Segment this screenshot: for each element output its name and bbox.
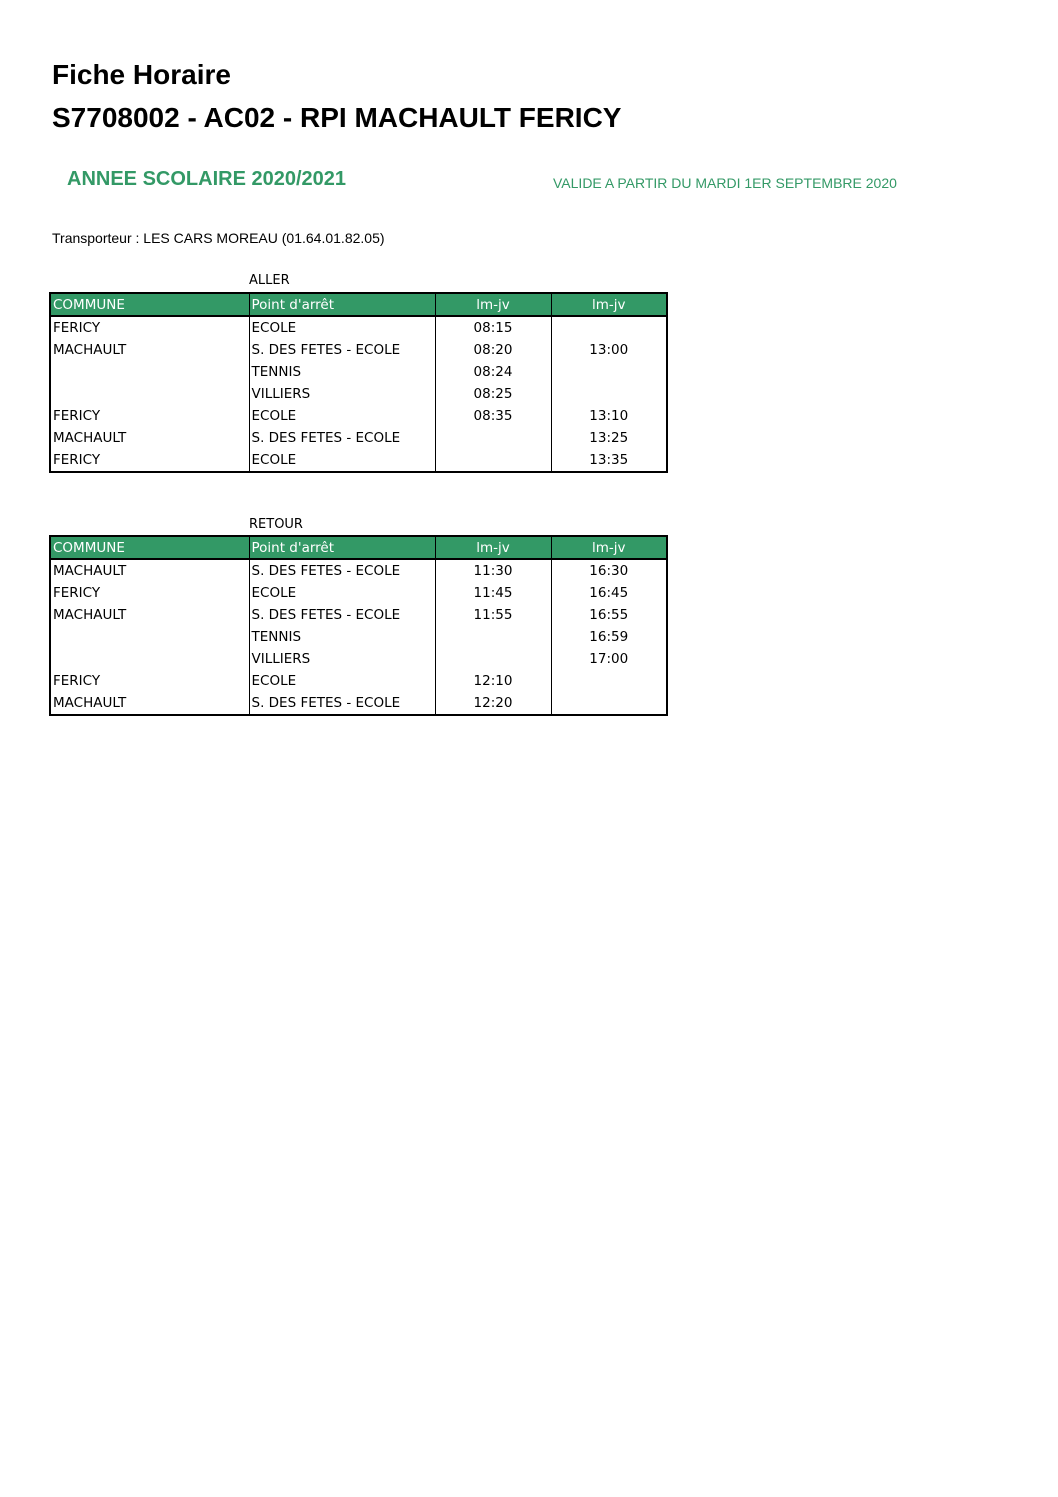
stop-cell: S. DES FETES - ECOLE bbox=[249, 339, 435, 361]
time-cell-1 bbox=[435, 648, 551, 670]
retour-label: RETOUR bbox=[249, 517, 303, 532]
time-cell-2: 13:35 bbox=[551, 449, 667, 472]
aller-table bbox=[49, 292, 668, 473]
time-cell-1: 12:20 bbox=[435, 692, 551, 715]
time-cell-2 bbox=[551, 383, 667, 405]
time-cell-1: 08:25 bbox=[435, 383, 551, 405]
commune-cell bbox=[50, 361, 249, 383]
commune-cell: FERICY bbox=[50, 582, 249, 604]
table-row bbox=[50, 361, 667, 383]
time-cell-1: 08:24 bbox=[435, 361, 551, 383]
table-row bbox=[50, 339, 667, 361]
commune-cell bbox=[50, 383, 249, 405]
time-cell-1: 08:15 bbox=[435, 316, 551, 339]
time-cell-1: 11:30 bbox=[435, 559, 551, 582]
table-row bbox=[50, 559, 667, 582]
time-cell-1: 08:20 bbox=[435, 339, 551, 361]
commune-cell: MACHAULT bbox=[50, 692, 249, 715]
time-cell-2: 16:30 bbox=[551, 559, 667, 582]
time-cell-1 bbox=[435, 626, 551, 648]
stop-cell: S. DES FETES - ECOLE bbox=[249, 559, 435, 582]
column-header-time-1: lm-jv bbox=[435, 293, 551, 316]
stop-cell: ECOLE bbox=[249, 405, 435, 427]
table-row bbox=[50, 648, 667, 670]
stop-cell: ECOLE bbox=[249, 670, 435, 692]
stop-cell: ECOLE bbox=[249, 582, 435, 604]
commune-cell: MACHAULT bbox=[50, 604, 249, 626]
time-cell-1 bbox=[435, 449, 551, 472]
carrier-info: Transporteur : LES CARS MOREAU (01.64.01.82.05) bbox=[52, 230, 385, 246]
commune-cell: FERICY bbox=[50, 670, 249, 692]
aller-rows bbox=[50, 316, 667, 472]
stop-cell: TENNIS bbox=[249, 361, 435, 383]
stop-cell: S. DES FETES - ECOLE bbox=[249, 692, 435, 715]
time-cell-2: 16:45 bbox=[551, 582, 667, 604]
time-cell-2: 13:00 bbox=[551, 339, 667, 361]
commune-cell bbox=[50, 648, 249, 670]
retour-rows bbox=[50, 559, 667, 715]
column-header-commune: COMMUNE bbox=[50, 536, 249, 559]
column-header-stop: Point d'arrêt bbox=[249, 536, 435, 559]
table-header-row bbox=[50, 536, 667, 559]
commune-cell: MACHAULT bbox=[50, 339, 249, 361]
commune-cell: FERICY bbox=[50, 316, 249, 339]
time-cell-2: 13:25 bbox=[551, 427, 667, 449]
school-year: ANNEE SCOLAIRE 2020/2021 bbox=[67, 168, 347, 190]
time-cell-1: 11:55 bbox=[435, 604, 551, 626]
validity-date: VALIDE A PARTIR DU MARDI 1ER SEPTEMBRE 2020 bbox=[553, 175, 897, 191]
stop-cell: ECOLE bbox=[249, 449, 435, 472]
stop-cell: ECOLE bbox=[249, 316, 435, 339]
table-row bbox=[50, 449, 667, 472]
column-header-commune: COMMUNE bbox=[50, 293, 249, 316]
stop-cell: VILLIERS bbox=[249, 383, 435, 405]
time-cell-1 bbox=[435, 427, 551, 449]
time-cell-2 bbox=[551, 670, 667, 692]
time-cell-1: 12:10 bbox=[435, 670, 551, 692]
time-cell-2 bbox=[551, 692, 667, 715]
time-cell-2: 16:59 bbox=[551, 626, 667, 648]
table-row bbox=[50, 383, 667, 405]
time-cell-1: 11:45 bbox=[435, 582, 551, 604]
commune-cell bbox=[50, 626, 249, 648]
time-cell-2 bbox=[551, 361, 667, 383]
table-header-row bbox=[50, 293, 667, 316]
stop-cell: VILLIERS bbox=[249, 648, 435, 670]
table-row bbox=[50, 405, 667, 427]
time-cell-2: 13:10 bbox=[551, 405, 667, 427]
table-row bbox=[50, 692, 667, 715]
commune-cell: MACHAULT bbox=[50, 559, 249, 582]
commune-cell: FERICY bbox=[50, 449, 249, 472]
column-header-time-2: lm-jv bbox=[551, 293, 667, 316]
table-row bbox=[50, 626, 667, 648]
time-cell-2: 17:00 bbox=[551, 648, 667, 670]
table-row bbox=[50, 604, 667, 626]
column-header-time-2: lm-jv bbox=[551, 536, 667, 559]
table-row bbox=[50, 582, 667, 604]
time-cell-2: 16:55 bbox=[551, 604, 667, 626]
time-cell-2 bbox=[551, 316, 667, 339]
commune-cell: FERICY bbox=[50, 405, 249, 427]
stop-cell: S. DES FETES - ECOLE bbox=[249, 604, 435, 626]
table-row bbox=[50, 670, 667, 692]
stop-cell: TENNIS bbox=[249, 626, 435, 648]
page-title: Fiche Horaire bbox=[52, 59, 231, 90]
time-cell-1: 08:35 bbox=[435, 405, 551, 427]
line-title: S7708002 - AC02 - RPI MACHAULT FERICY bbox=[52, 102, 622, 133]
aller-label: ALLER bbox=[249, 273, 290, 288]
column-header-time-1: lm-jv bbox=[435, 536, 551, 559]
table-row bbox=[50, 316, 667, 339]
commune-cell: MACHAULT bbox=[50, 427, 249, 449]
table-row bbox=[50, 427, 667, 449]
column-header-stop: Point d'arrêt bbox=[249, 293, 435, 316]
stop-cell: S. DES FETES - ECOLE bbox=[249, 427, 435, 449]
retour-table bbox=[49, 535, 668, 716]
